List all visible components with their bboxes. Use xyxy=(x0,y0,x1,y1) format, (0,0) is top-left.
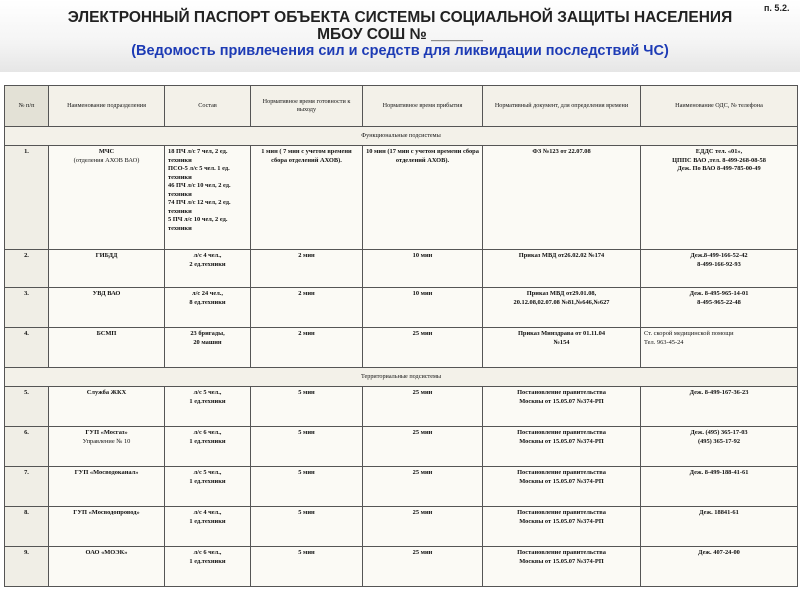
document-cell: Приказ МВД от29.01.08, 20.12.08,02.07.08 №81,№646,№627 xyxy=(483,288,641,328)
table-row xyxy=(5,328,798,368)
arrival-time-cell: 25 мин xyxy=(363,467,483,507)
ready-time-cell: 5 мин xyxy=(251,547,363,587)
composition-cell: 18 ПЧ л/с 7 чел, 2 ед. техники ПСО-5 л/с 5 чел. 1 ед. техники 46 ПЧ л/с 10 чел, 2 ед. техники 74 ПЧ л/с 12 чел, 2 ед. техники 5 ПЧ л/с 10 чел, 2 ед. техники xyxy=(165,146,251,250)
row-number: 1. xyxy=(5,146,49,250)
composition-cell: л/с 5 чел., 1 ед.техники xyxy=(165,387,251,427)
section-title: Территориальные подсистемы xyxy=(5,368,798,387)
table-row xyxy=(5,427,798,467)
column-header-composition: Состав xyxy=(165,86,251,127)
table-row xyxy=(5,288,798,328)
row-number: 8. xyxy=(5,507,49,547)
row-number: 6. xyxy=(5,427,49,467)
title-banner xyxy=(0,0,800,72)
column-header-ready-time: Нормативное время готовности к выходу xyxy=(251,86,363,127)
phone-cell: Деж. 407-24-00 xyxy=(641,547,798,587)
row-number: 2. xyxy=(5,250,49,288)
document-cell: Постановление правительства Москвы от 15.05.07 №374-РП xyxy=(483,427,641,467)
row-number: 3. xyxy=(5,288,49,328)
document-cell: Приказ МВД от26.02.02 №174 xyxy=(483,250,641,288)
ready-time-cell: 1 мин ( 7 мин с учетом времени сбора отделений АХОВ). xyxy=(251,146,363,250)
section-row-territorial xyxy=(5,368,798,387)
unit-name: ОАО «МОЭК» xyxy=(49,547,165,587)
composition-cell: л/с 4 чел., 1 ед.техники xyxy=(165,507,251,547)
column-header-number: № п/п xyxy=(5,86,49,127)
phone-cell: ЕДДС тел. «01», ЦППС ВАО ,тел. 8-499-268-08-58 Деж. По ВАО 8-499-785-00-49 xyxy=(641,146,798,250)
phone-cell: Деж. 18841-61 xyxy=(641,507,798,547)
territorial-rows xyxy=(5,387,798,587)
composition-cell: л/с 6 чел., 1 ед.техники xyxy=(165,547,251,587)
arrival-time-cell: 25 мин xyxy=(363,328,483,368)
school-title: МБОУ СОШ № ______ xyxy=(317,26,483,43)
table-row xyxy=(5,467,798,507)
unit-name: ГИБДД xyxy=(49,250,165,288)
column-header-unit: Наименование подразделения xyxy=(49,86,165,127)
table-header-row xyxy=(5,86,798,127)
phone-cell: Ст. скорой медицинской помощи Тел. 963-45-24 xyxy=(641,328,798,368)
arrival-time-cell: 25 мин xyxy=(363,387,483,427)
arrival-time-cell: 10 мин xyxy=(363,250,483,288)
composition-cell: л/с 4 чел., 2 ед.техники xyxy=(165,250,251,288)
unit-name: ГУП «Мосгаз» Управление № 10 xyxy=(49,427,165,467)
document-cell: Постановление правительства Москвы от 15.05.07 №374-РП xyxy=(483,387,641,427)
row-number: 4. xyxy=(5,328,49,368)
ready-time-cell: 2 мин xyxy=(251,250,363,288)
phone-cell: Деж. 8-499-188-41-61 xyxy=(641,467,798,507)
unit-name: УВД ВАО xyxy=(49,288,165,328)
table-row xyxy=(5,250,798,288)
arrival-time-cell: 25 мин xyxy=(363,547,483,587)
unit-name: МЧС (отделения АХОВ ВАО) xyxy=(49,146,165,250)
document-cell: Постановление правительства Москвы от 15.05.07 №374-РП xyxy=(483,467,641,507)
arrival-time-cell: 10 мин xyxy=(363,288,483,328)
document-cell: Постановление правительства Москвы от 15.05.07 №374-РП xyxy=(483,507,641,547)
unit-subname: Управление № 10 xyxy=(82,437,131,445)
composition-cell: л/с 24 чел., 8 ед.техники xyxy=(165,288,251,328)
forces-table xyxy=(4,85,798,587)
column-header-document: Нормативный документ, для определения времени xyxy=(483,86,641,127)
ready-time-cell: 2 мин xyxy=(251,288,363,328)
ready-time-cell: 5 мин xyxy=(251,507,363,547)
phone-cell: Деж.8-499-166-52-42 8-499-166-92-93 xyxy=(641,250,798,288)
ready-time-cell: 5 мин xyxy=(251,467,363,507)
unit-subname: (отделения АХОВ ВАО) xyxy=(73,156,140,164)
column-header-phone: Наименование ОДС, № телефона xyxy=(641,86,798,127)
unit-name: Служба ЖКХ xyxy=(49,387,165,427)
table-row xyxy=(5,146,798,250)
page-subtitle: (Ведомость привлечения сил и средств для ликвидации последствий ЧС) xyxy=(131,43,669,59)
ready-time-cell: 5 мин xyxy=(251,427,363,467)
composition-cell: л/с 5 чел., 1 ед.техники xyxy=(165,467,251,507)
table-row xyxy=(5,507,798,547)
page-title: ЭЛЕКТРОННЫЙ ПАСПОРТ ОБЪЕКТА СИСТЕМЫ СОЦИАЛЬНОЙ ЗАЩИТЫ НАСЕЛЕНИЯ xyxy=(67,9,733,26)
unit-name: ГУП «Мосводопровод» xyxy=(49,507,165,547)
phone-cell: Деж. 8-495-965-14-01 8-495-965-22-48 xyxy=(641,288,798,328)
ready-time-cell: 2 мин xyxy=(251,328,363,368)
functional-rows xyxy=(5,146,798,368)
table-row xyxy=(5,547,798,587)
phone-cell: Деж. (495) 365-17-03 (495) 365-17-92 xyxy=(641,427,798,467)
document-cell: Приказ Минздрава от 01.11.04 №154 xyxy=(483,328,641,368)
unit-name: ГУП «Мосводоканал» xyxy=(49,467,165,507)
document-cell: ФЗ №123 от 22.07.08 xyxy=(483,146,641,250)
section-title: Функциональные подсистемы xyxy=(5,127,798,146)
phone-cell: Деж. 8-499-167-36-23 xyxy=(641,387,798,427)
ready-time-cell: 5 мин xyxy=(251,387,363,427)
section-reference: п. 5.2. xyxy=(764,3,790,13)
arrival-time-cell: 25 мин xyxy=(363,507,483,547)
composition-cell: л/с 6 чел., 1 ед.техники xyxy=(165,427,251,467)
row-number: 9. xyxy=(5,547,49,587)
section-row-functional xyxy=(5,127,798,146)
column-header-arrival-time: Нормативное время прибытия xyxy=(363,86,483,127)
arrival-time-cell: 10 мин (17 мин с учетом времени сбора отделений АХОВ). xyxy=(363,146,483,250)
composition-cell: 23 бригады, 20 машин xyxy=(165,328,251,368)
unit-name: БСМП xyxy=(49,328,165,368)
document-cell: Постановление правительства Москвы от 15.05.07 №374-РП xyxy=(483,547,641,587)
table-row xyxy=(5,387,798,427)
row-number: 5. xyxy=(5,387,49,427)
arrival-time-cell: 25 мин xyxy=(363,427,483,467)
row-number: 7. xyxy=(5,467,49,507)
